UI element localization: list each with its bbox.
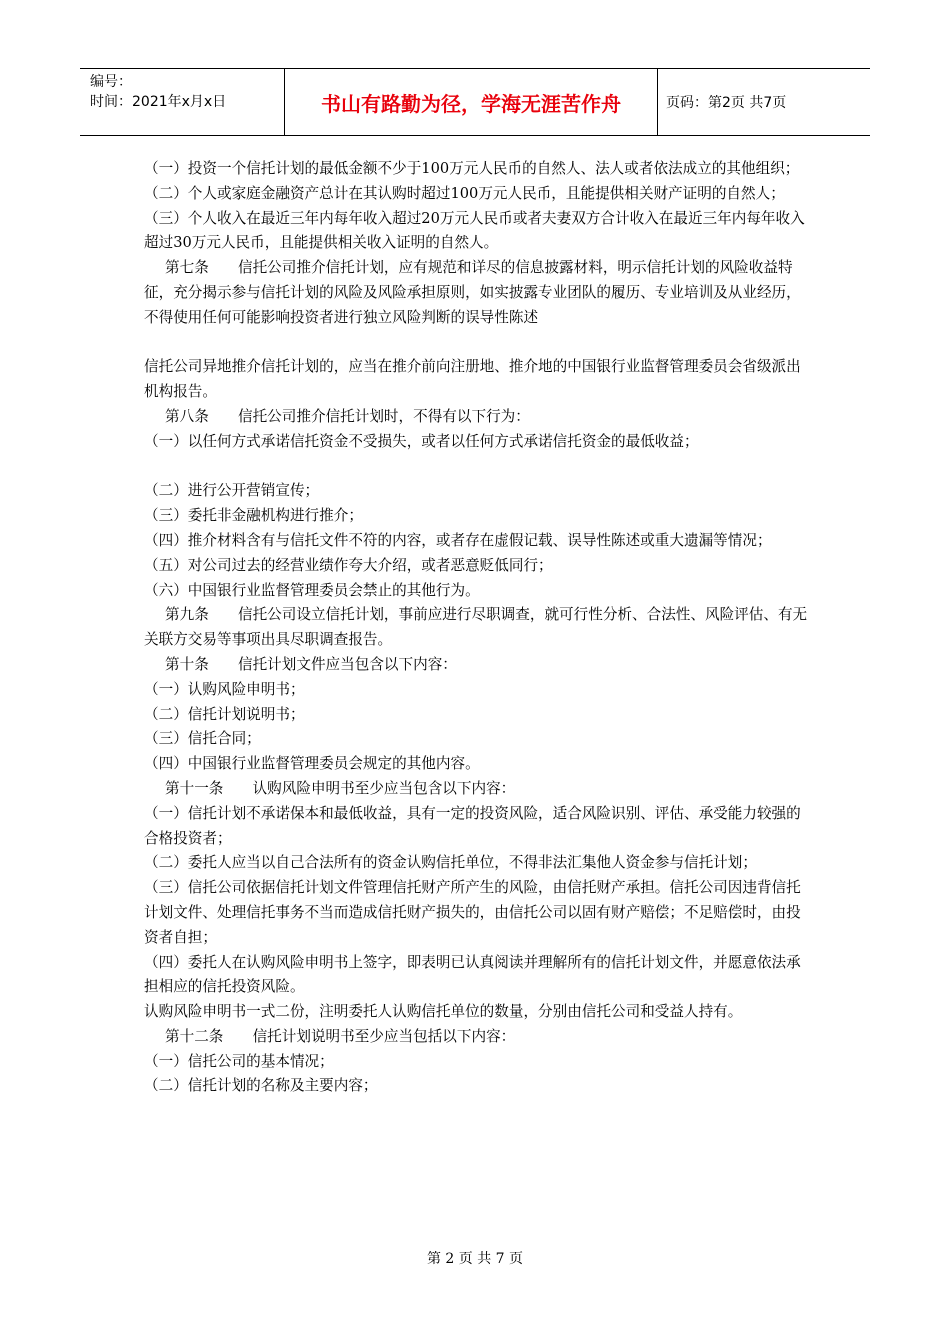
article-11: 第十一条 认购风险申明书至少应当包含以下内容： [165, 779, 516, 797]
paragraph: （六）中国银行业监督管理委员会禁止的其他行为。 [144, 581, 480, 599]
page-header [80, 68, 870, 136]
blank-line [144, 331, 808, 356]
article-8: 第八条 信托公司推介信托计划时，不得有以下行为： [165, 407, 530, 425]
page-footer: 第 2 页 共 7 页 [426, 1251, 524, 1267]
paragraph: 认购风险申明书一式二份，注明委托人认购信托单位的数量，分别由信托公司和受益人持有。 [144, 1003, 743, 1021]
paragraph: （二）信托计划的名称及主要内容； [144, 1077, 378, 1095]
paragraph: （五）对公司过去的经营业绩作夸大介绍，或者恶意贬低同行； [144, 556, 553, 574]
paragraph: （一）以任何方式承诺信托资金不受损失，或者以任何方式承诺信托资金的最低收益； [144, 432, 699, 450]
paragraph: （四）中国银行业监督管理委员会规定的其他内容。 [144, 755, 480, 773]
paragraph: （一）投资一个信托计划的最低金额不少于100万元人民币的自然人、法人或者依法成立的其他组织； [144, 160, 800, 177]
paragraph: （一）认购风险申明书； [144, 680, 305, 698]
paragraph: （二）进行公开营销宣传； [144, 482, 320, 500]
paragraph: （二）信托计划说明书； [144, 705, 305, 723]
article-10: 第十条 信托计划文件应当包含以下内容： [165, 655, 457, 673]
paragraph: （四）推介材料含有与信托文件不符的内容，或者存在虚假记载、误导性陈述或重大遗漏等情况； [144, 531, 772, 549]
document-number: 编号： [90, 74, 132, 90]
paragraph: （三）委托非金融机构进行推介； [144, 507, 363, 525]
paragraph: （二）个人或家庭金融资产总计在其认购时超过100万元人民币，且能提供相关财产证明的自然人； [144, 184, 785, 202]
paragraph: （三）个人收入在最近三年内每年收入超过20万元人民币或者夫妻双方合计收入在最近三年内每年收入超过30万元人民币，且能提供相关收入证明的自然人。 [144, 209, 805, 252]
paragraph: 信托公司异地推介信托计划的，应当在推介前向注册地、推介地的中国银行业监督管理委员会省级派出机构报告。 [144, 358, 801, 401]
blank-line [144, 455, 808, 480]
article-9: 第九条 信托公司设立信托计划，事前应进行尽职调查，就可行性分析、合法性、风险评估、有无关联方交易等事项出具尽职调查报告。 [144, 606, 808, 649]
paragraph: （三）信托公司依据信托计划文件管理信托财产所产生的风险，由信托财产承担。信托公司因违背信托计划文件、处理信托事务不当而造成信托财产损失的，由信托公司以固有财产赔偿；不足赔偿时，由投资者自担； [144, 879, 801, 946]
document-body [144, 157, 808, 1099]
paragraph: （一）信托公司的基本情况； [144, 1052, 334, 1070]
article-7: 第七条 信托公司推介信托计划，应有规范和详尽的信息披露材料，明示信托计划的风险收益特征，充分揭示参与信托计划的风险及风险承担原则，如实披露专业团队的履历、专业培训及从业经历，不得使用任何可能影响投资者进行独立风险判断的误导性陈述 [144, 259, 801, 326]
document-date: 时间：2021年x月x日 [90, 94, 227, 110]
paragraph: （一）信托计划不承诺保本和最低收益，具有一定的投资风险，适合风险识别、评估、承受能力较强的合格投资者； [144, 804, 801, 847]
paragraph: （四）委托人在认购风险申明书上签字，即表明已认真阅读并理解所有的信托计划文件，并愿意依法承担相应的信托投资风险。 [144, 953, 801, 996]
article-12: 第十二条 信托计划说明书至少应当包括以下内容： [165, 1027, 516, 1045]
paragraph: （三）信托合同； [144, 730, 261, 748]
header-slogan: 书山有路勤为径，学海无涯苦作舟 [284, 69, 658, 135]
header-page-number: 页码：第2页 共7页 [666, 95, 787, 111]
paragraph: （二）委托人应当以自己合法所有的资金认购信托单位，不得非法汇集他人资金参与信托计划； [144, 854, 757, 872]
header-meta [80, 69, 284, 135]
